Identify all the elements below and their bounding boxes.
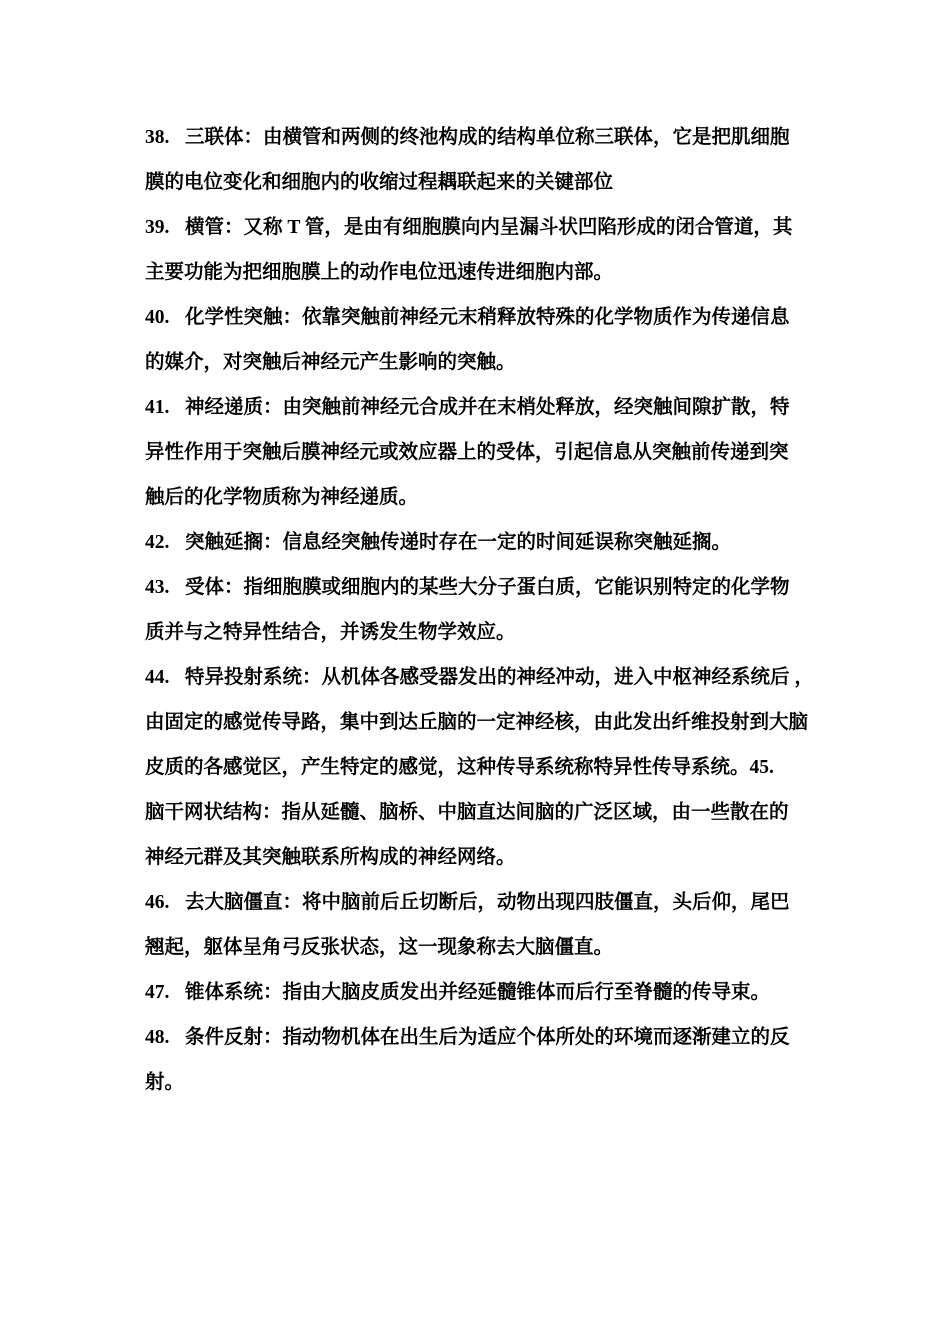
line-text: 突触延搁：信息经突触传递时存在一定的时间延误称突触延搁。	[185, 532, 732, 553]
text-line	[145, 258, 613, 288]
text-line	[145, 438, 789, 468]
line-text: 主要功能为把细胞膜上的动作电位迅速传进细胞内部。	[145, 262, 614, 283]
line-text: 膜的电位变化和细胞内的收缩过程耦联起来的关键部位	[145, 172, 614, 193]
text-line	[145, 303, 790, 333]
item-number: 47.	[145, 982, 170, 1003]
item-number: 43.	[145, 577, 170, 598]
text-line	[145, 123, 790, 153]
text-line	[145, 393, 790, 423]
item-number: 40.	[145, 307, 170, 328]
text-line	[145, 933, 613, 963]
line-text: 的媒介，对突触后神经元产生影响的突触。	[145, 352, 516, 373]
line-text: 触后的化学物质称为神经递质。	[145, 487, 419, 508]
text-line	[145, 1023, 790, 1053]
line-text: 神经元群及其突触联系所构成的神经网络。	[145, 847, 516, 868]
line-text: 特异投射系统：从机体各感受器发出的神经冲动，进入中枢神经系统后 ，	[185, 667, 814, 688]
text-line	[145, 798, 789, 828]
item-number: 41.	[145, 397, 170, 418]
text-line	[145, 528, 731, 558]
text-line	[145, 573, 790, 603]
line-text: 皮质的各感觉区，产生特定的感觉，这种传导系统称特异性传导系统。45.	[145, 757, 774, 778]
text-line	[145, 213, 792, 243]
item-number: 46.	[145, 892, 170, 913]
text-line	[145, 618, 516, 648]
text-line	[145, 663, 814, 693]
line-text: 神经递质：由突触前神经元合成并在末梢处释放，经突触间隙扩散，特	[185, 397, 790, 418]
line-text: 脑干网状结构：指从延髓、脑桥、中脑直达间脑的广泛区域，由一些散在的	[145, 802, 789, 823]
item-number: 48.	[145, 1027, 170, 1048]
item-number: 38.	[145, 127, 170, 148]
text-line	[145, 168, 613, 198]
text-line	[145, 888, 790, 918]
line-text: 锥体系统：指由大脑皮质发出并经延髓锥体而后行至脊髓的传导束。	[185, 982, 771, 1003]
line-text: 异性作用于突触后膜神经元或效应器上的受体，引起信息从突触前传递到突	[145, 442, 789, 463]
text-line	[145, 843, 516, 873]
item-number: 44.	[145, 667, 170, 688]
line-text: 条件反射：指动物机体在出生后为适应个体所处的环境而逐渐建立的反	[185, 1027, 790, 1048]
text-line	[145, 978, 770, 1008]
line-text: 由固定的感觉传导路，集中到达丘脑的一定神经核，由此发出纤维投射到大脑	[145, 712, 809, 733]
text-line	[145, 1068, 184, 1098]
text-line	[145, 348, 516, 378]
text-line	[145, 708, 808, 738]
line-text: 三联体：由横管和两侧的终池构成的结构单位称三联体，它是把肌细胞	[185, 127, 790, 148]
text-line	[145, 483, 418, 513]
item-number: 39.	[145, 217, 170, 238]
line-text: 受体：指细胞膜或细胞内的某些大分子蛋白质，它能识别特定的化学物	[185, 577, 790, 598]
line-text: 横管：又称 T 管，是由有细胞膜向内呈漏斗状凹陷形成的闭合管道，其	[185, 217, 793, 238]
line-text: 翘起，躯体呈角弓反张状态，这一现象称去大脑僵直。	[145, 937, 614, 958]
line-text: 去大脑僵直：将中脑前后丘切断后，动物出现四肢僵直，头后仰，尾巴	[185, 892, 790, 913]
item-number: 42.	[145, 532, 170, 553]
line-text: 质并与之特异性结合，并诱发生物学效应。	[145, 622, 516, 643]
text-line	[145, 753, 774, 783]
line-text: 射。	[145, 1072, 185, 1093]
line-text: 化学性突触：依靠突触前神经元末稍释放特殊的化学物质作为传递信息	[185, 307, 790, 328]
